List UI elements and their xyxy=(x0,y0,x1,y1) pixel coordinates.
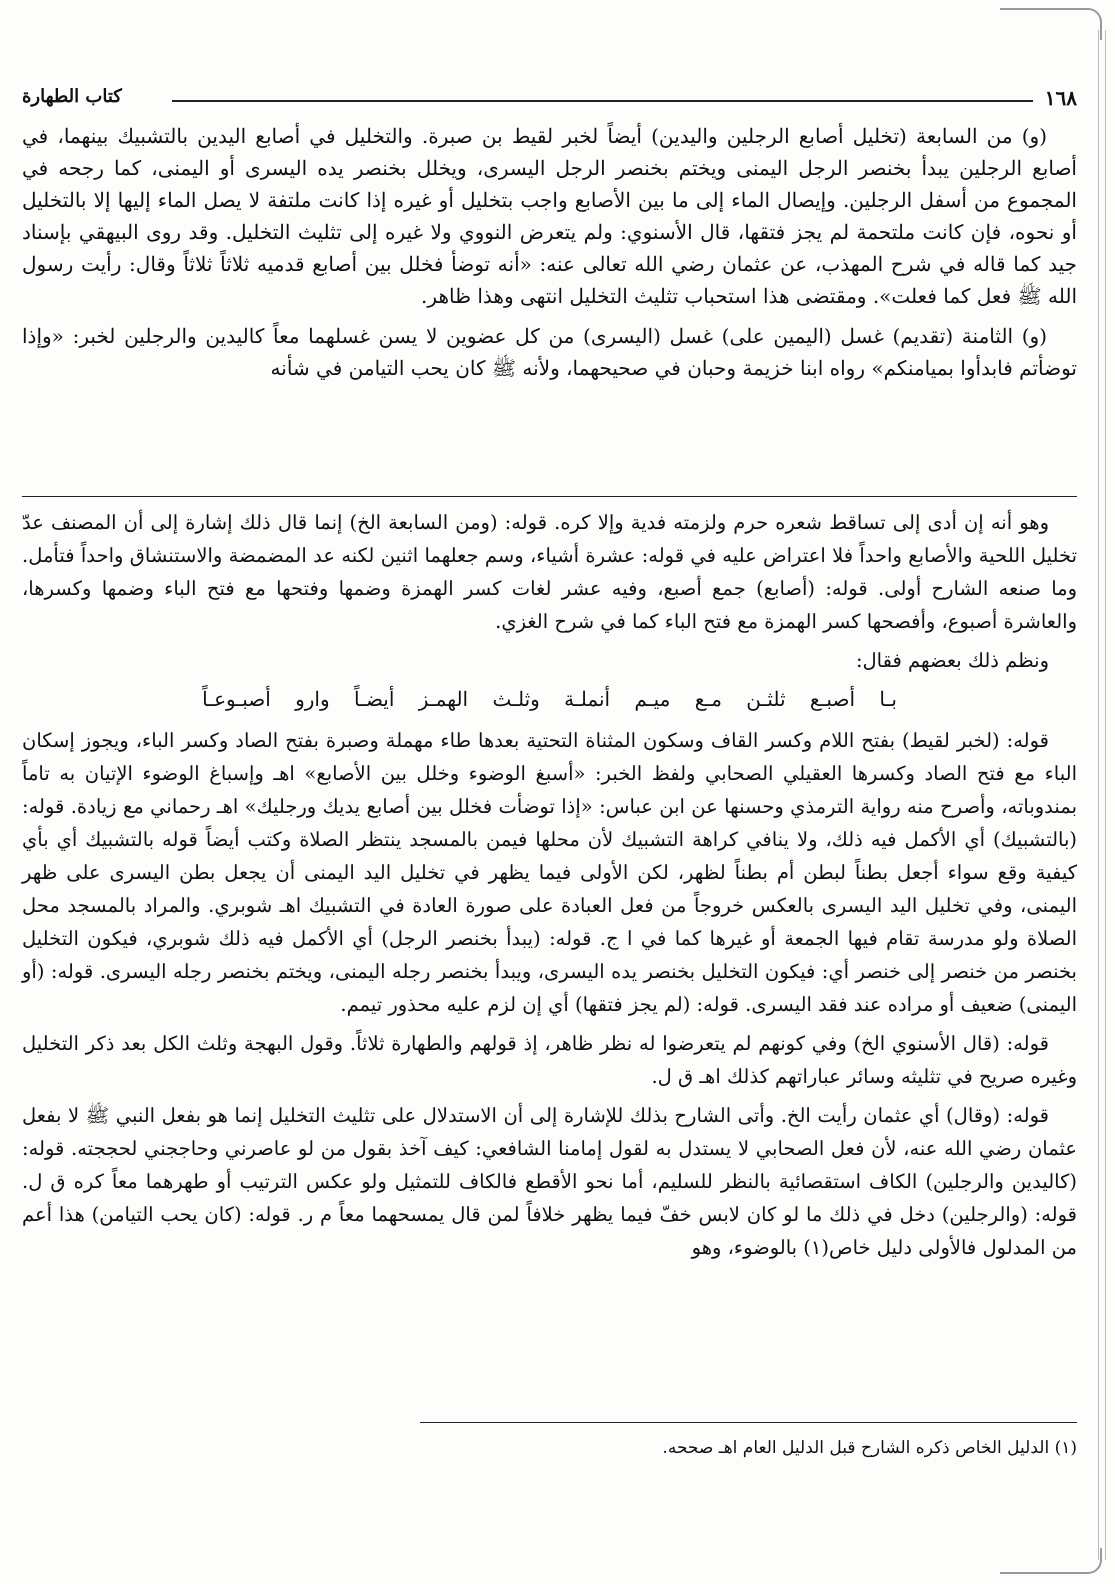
commentary-separator xyxy=(22,496,1077,497)
poem-hemistich-left: وثلـث الهمـز أيضـاً وارو أصبـوعـاً xyxy=(202,687,540,711)
matn-paragraph: (و) من السابعة (تخليل أصابع الرجلين واليدين) أيضاً لخبر لقيط بن صبرة. والتخليل في أصابع اليدين بالتشبيك بينهما، في أصابع الرجلين يبدأ بخنصر الرجل اليمنى ويختم بخنصر الرجل اليسرى، ويخلل بخنصر يده اليسرى أو اليمنى، كما رجحه في المجموع من أسفل الرجلين. وإيصال الماء إلى ما بين الأصابع واجب بتخليل أو غيره إذا كانت ملتفة لا يصل الماء إليها إلا بالتخليل أو نحوه، فإن كانت ملتحمة لم يجز فتقها، قال الأسنوي: ولم يتعرض النووي ولا غيره إلى تثليث التخليل. وقد روى البيهقي بإسناد جيد كما قاله في شرح المهذب، عن عثمان رضي الله تعالى عنه: «أنه توضأ فخلل بين أصابع قدميه ثلاثاً ثلاثاً وقال: رأيت رسول الله ﷺ فعل كما فعلت». ومقتضى هذا استحباب تثليث التخليل انتهى وهذا ظاهر. xyxy=(22,124,1077,308)
poem-line xyxy=(22,683,1077,716)
commentary-paragraph: ونظم ذلك بعضهم فقال: xyxy=(855,649,1049,672)
running-header xyxy=(22,84,1077,118)
footnote-separator xyxy=(420,1422,1077,1423)
commentary-paragraph: قوله: (قال الأسنوي الخ) وفي كونهم لم يتعرضوا له نظر ظاهر، إذ قولهم والطهارة ثلاثاً. وقول البهجة وثلث الكل بعد ذكر التخليل وغيره صريح في تثليثه وسائر عباراتهم كذلك اهـ ق ل. xyxy=(22,1032,1077,1088)
header-rule xyxy=(172,100,1033,102)
book-title: كتاب الطهارة xyxy=(22,86,122,107)
commentary-paragraph: وهو أنه إن أدى إلى تساقط شعره حرم ولزمته فدية وإلا كره. قوله: (ومن السابعة الخ) إنما قال ذلك إشارة إلى أن المصنف عدّ تخليل اللحية والأصابع واحداً فلا اعتراض عليه في قوله: عشرة أشياء، وسم جعلهما اثنين لكنه عد المضمضة والاستنشاق واحداً فتأمل. وما صنعه الشارح أولى. قوله: (أصابع) جمع أصبع، وفيه عشر لغات كسر الهمزة وضمها وفتحها مع فتح الباء وضمها وكسرها، والعاشرة أصبوع، وأفصحها كسر الهمزة مع فتح الباء كما في شرح الغزي. xyxy=(22,511,1077,633)
matn-paragraph: (و) الثامنة (تقديم) غسل (اليمين على) غسل (اليسرى) من كل عضوين لا يسن غسلهما معاً كاليدين والرجلين لخبر: «وإذا توضأتم فابدأوا بميامنكم» رواه ابنا خزيمة وحبان في صحيحهما، ولأنه ﷺ كان يحب التيامن في شأنه xyxy=(22,324,1077,380)
commentary-paragraph: قوله: (وقال) أي عثمان رأيت الخ. وأتى الشارح بذلك للإشارة إلى أن الاستدلال على تثليث التخليل إنما هو بفعل النبي ﷺ لا بفعل عثمان رضي الله عنه، لأن فعل الصحابي لا يستدل به لقول إمامنا الشافعي: كيف آخذ بقول من لو عاصرني وحاججني لحججته. قوله: (كاليدين والرجلين) الكاف استقصائية بالنظر للسليم، أما نحو الأقطع فالكاف للتمثيل ولو عكس الترتيب أو طهرهما معاً كره ق ل. قوله: (والرجلين) دخل في ذلك ما لو كان لابس خفّ فيما يظهر خلافاً لمن قال يمسحهما معاً م ر. قوله: (كان يحب التيامن) هذا أعم من المدلول فالأولى دليل خاص(١) بالوضوء، وهو xyxy=(22,1104,1077,1259)
poem-hemistich-right: بـا أصبـع ثلثـن مـع ميـم أنملـة xyxy=(564,687,897,711)
main-text xyxy=(22,120,1077,392)
footnote: (١) الدليل الخاص ذكره الشارح قبل الدليل العام اهـ صححه. xyxy=(662,1438,1077,1458)
ornament-frame-bottom xyxy=(1000,1548,1102,1574)
commentary-text xyxy=(22,506,1077,1270)
page-number: ١٦٨ xyxy=(1044,86,1077,110)
ornament-frame-top xyxy=(1000,8,1102,40)
ornament-frame-right xyxy=(1098,30,1106,1560)
commentary-paragraph: قوله: (لخبر لقيط) بفتح اللام وكسر القاف وسكون المثناة التحتية بعدها طاء مهملة وصبرة بفتح الصاد وكسر الباء، ويجوز إسكان الباء مع فتح الصاد وكسرها العقيلي الصحابي ولفظ الخبر: «أسبغ الوضوء وخلل بين الأصابع» اهـ وإسباغ الوضوء الإتيان به تاماً بمندوباته، وأصرح منه رواية الترمذي وحسنها عن ابن عباس: «إذا توضأت فخلل بين أصابع يديك ورجليك» اهـ رحماني مع زيادة. قوله: (بالتشبيك) أي الأكمل فيه ذلك، ولا ينافي كراهة التشبيك لأن محلها فيمن بالمسجد ينتظر الصلاة وكتب أيضاً قوله بالتشبيك أي بأي كيفية وقع سواء أجعل بطناً لبطن أم بطناً لظهر، لكن الأولى فيما يظهر في تخليل اليد اليمنى أن يجعل بطن اليسرى على ظهر اليمنى، وفي تخليل اليد اليسرى بالعكس خروجاً من فعل العبادة على صورة العادة في التشبيك اهـ شوبري. والمراد بالمسجد محل الصلاة ولو مدرسة تقام فيها الجمعة أو غيرها كما في ا ج. قوله: (يبدأ بخنصر الرجل) أي الأكمل فيه ذلك شوبري، فيكون التخليل بخنصر من خنصر إلى خنصر أي: فيكون التخليل بخنصر يده اليسرى، ويبدأ بخنصر رجله اليمنى، ويختم بخنصر رجله اليسرى. قوله: (أو اليمنى) ضعيف أو مراده عند فقد اليسرى. قوله: (لم يجز فتقها) أي إن لزم عليه محذور تيمم. xyxy=(22,729,1077,1016)
